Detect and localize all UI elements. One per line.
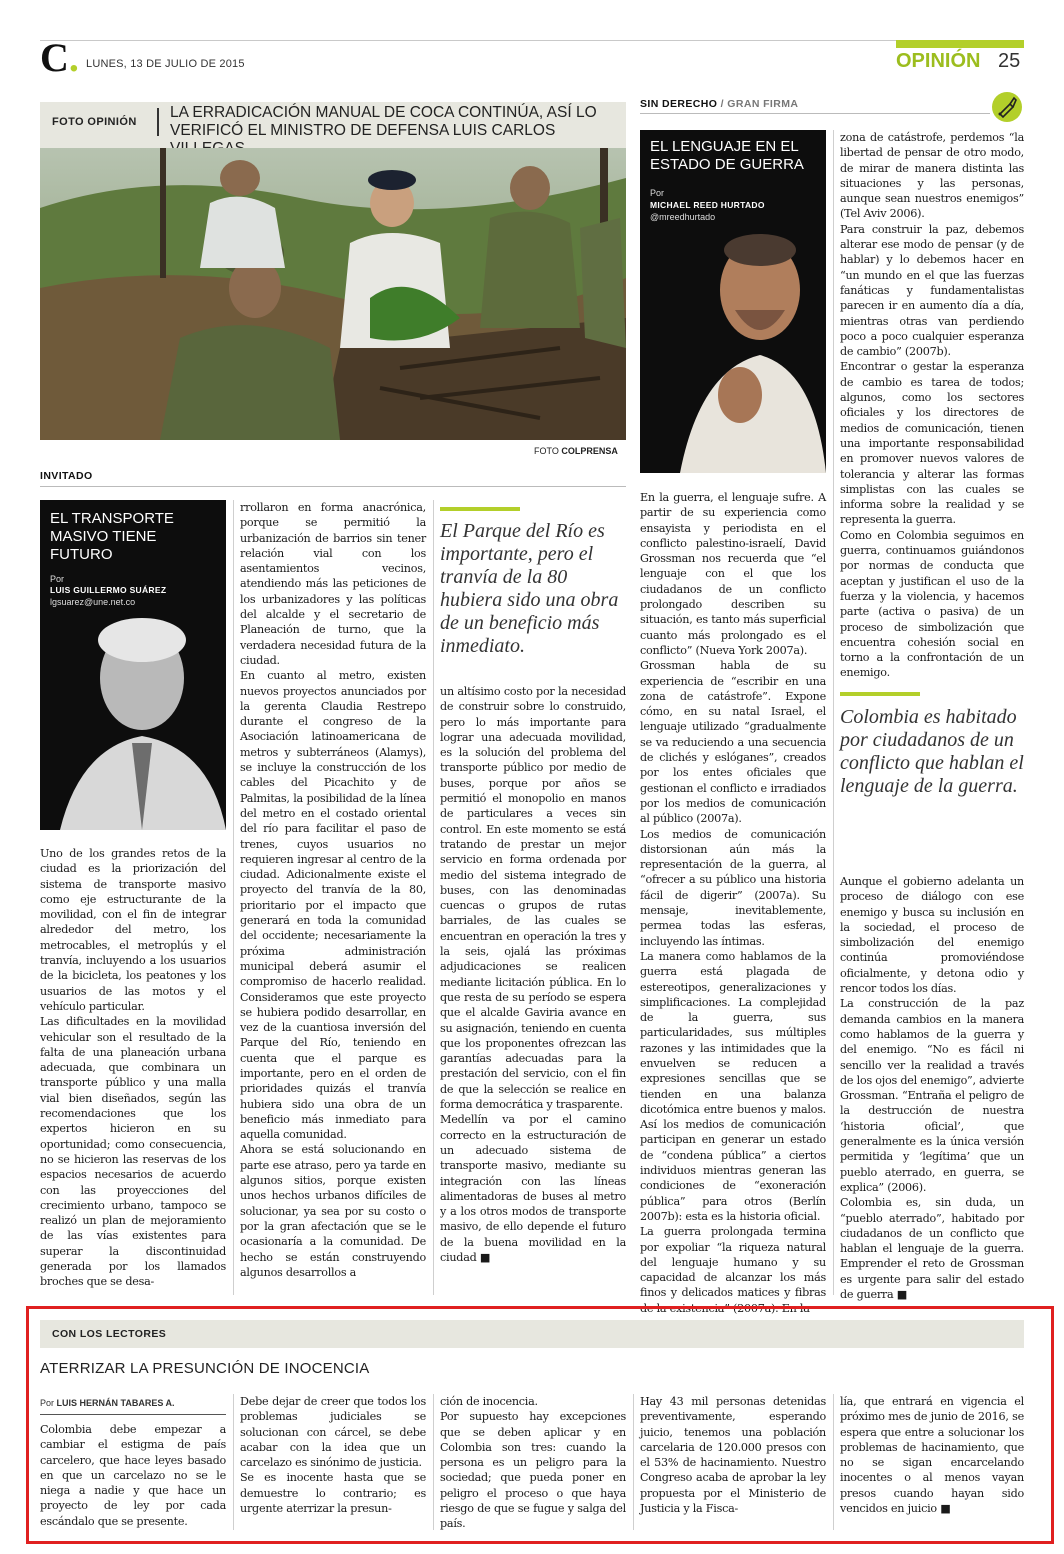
sin-derecho-author-handle: @mreedhurtado bbox=[650, 212, 716, 222]
sin-derecho-kicker: SIN DERECHO / GRAN FIRMA bbox=[640, 98, 799, 110]
con-los-lectores-headline: ATERRIZAR LA PRESUNCIÓN DE INOCENCIA bbox=[40, 1360, 370, 1377]
coca-eradication-photo bbox=[40, 148, 626, 440]
invitado-title: EL TRANSPORTE MASIVO TIENE FUTURO bbox=[50, 510, 174, 563]
sin-derecho-rule bbox=[640, 113, 990, 114]
photo-credit: FOTO COLPRENSA bbox=[534, 446, 618, 456]
pen-nib-icon bbox=[992, 92, 1022, 122]
foto-opinion-headline: LA ERRADICACIÓN MANUAL DE COCA CONTINÚA, ASÍ LO VERIFICÓ EL MINISTRO DE DEFENSA LUIS CARLOS bbox=[170, 104, 597, 139]
lectores-column-4: Hay 43 mil personas detenidas preventivamente, esperando juicio, tenemos una población carcelaria de 120.000 presos con el 53% de hacinamiento. Nuestro Congreso acaba de aprobar la ley propuesta por el Ministerio de Justicia y la Fisca- bbox=[640, 1395, 826, 1516]
foto-opinion-divider bbox=[157, 108, 159, 136]
invitado-rule bbox=[40, 486, 626, 487]
sin-derecho-por: Por bbox=[650, 188, 665, 198]
lectores-column-5: lía, que entrará en vigencia el próximo mes de junio de 2016, se espera que entre a solucionar los problemas de hacinamiento, que no se sigan encarcelando inocentes o al menos vayan presos cuando hayan sido vencidos en juicio ■ bbox=[840, 1395, 1024, 1516]
invitado-author-email: lgsuarez@une.net.co bbox=[50, 597, 136, 607]
byline-rule bbox=[40, 1414, 226, 1415]
sin-derecho-column-1: En la guerra, el lenguaje sufre. A partir de su experiencia como ensayista y periodista en el conflicto palestino-israelí, David Grossman nos recuerda que “el lenguaje con el que los ciudadanos de un conflicto prolongado describen su situación, es tanto más superficial cuanto más prolongado es el conflicto” (Nueva York 2007a). Grossman habla de su experiencia de “escribir en una zona de catástrofe”. Expone cómo, en su natal Israel, el lenguaje utilizado “gradualmente se va reduciendo a una secuencia de clichés y eslóganes”, creados por los entes oficiales que gestionan el conflicto e irradiados por los medios de comunicación al público (2007a). Los medios de comunicación distorsionan aún más la representación de la guerra, al “ofrecer a su público una historia fácil de digerir” (2007a). Su mensaje, inevitablemente, permea todas las esferas, incluyendo las íntimas. La manera como hablamos de la guerra está plagada de estereotipos, generalizaciones y simplificaciones. La complejidad de la guerra, sus particularidades, sus múltiples razones y las intimidades que la envuelven se reducen a expresiones sencillas que se tienden en una balanza dicotómica entre buenos y malos. Así los medios de comunicación participan en generar un estado de “condena pública” a ciertos individuos mientras generan las condiciones de “exoneración pública” para otros (Berlín 2007b): esta es la historia oficial. La guerra prolongada termina por expoliar “la riqueza natural del lenguaje humano y su capacidad de alcanzar los más finos y delicados matices y fibras de la existencia” (2007a). En la bbox=[640, 491, 826, 1315]
section-name: OPINIÓN bbox=[896, 50, 981, 72]
lectores-column-2: Debe dejar de creer que todos los problemas judiciales se solucionan con cárcel, se debe acabar con la idea que un carcelazo es sinónimo de justicia. Se es inocente hasta que se demuestre lo contrario; es urgente aterrizar la presun- bbox=[240, 1395, 426, 1516]
con-los-lectores-header bbox=[40, 1320, 1024, 1348]
sin-derecho-column-2-bottom: Aunque el gobierno adelanta un proceso de diálogo con ese enemigo y busca su inclusión en la sociedad, el proceso de simbolización del enemigo continúa promoviéndose oficialmente, y detona odio y rencor todos los días. La construcción de la paz demanda cambios en la manera como hablamos de la guerra y del enemigo. “No es fácil ni sencillo ver la realidad a través de los ojos del enemigo”, advierte Grossman. “Entraña el peligro de la destrucción de nuestra ‘historia oficial’, que generalmente es la única versión permitida y ‘legítima’ que un pueblo aterrado, en guerra, se explica” (2006). Colombia es, sin duda, un “pueblo aterrado”, habitado por ciudadanos de un conflicto que hablan el lenguaje de la guerra. Emprender el reto de Grossman es urgente para salir del estado de guerra ■ bbox=[840, 875, 1024, 1302]
quote-accent-bar bbox=[840, 692, 920, 696]
lectores-column-1: Colombia debe empezar a cambiar el estigma de país carcelero, que hace leyes basado en que un carcelazo no se le niega a nadie y que hace un proyecto de ley por cada escándalo que se presente. bbox=[40, 1423, 226, 1528]
publication-date: LUNES, 13 DE JULIO DE 2015 bbox=[86, 58, 245, 70]
sin-derecho-author-name: MICHAEL REED HURTADO bbox=[650, 200, 765, 210]
invitado-kicker: INVITADO bbox=[40, 470, 93, 482]
con-los-lectores-label: CON LOS LECTORES bbox=[52, 1328, 167, 1340]
column-divider bbox=[833, 1394, 834, 1530]
column-divider bbox=[633, 1394, 634, 1530]
invitado-column-3: un altísimo costo por la necesidad de construir sobre lo construido, pero lo más importante para lograr una adecuada movilidad, es la solución del problema del transporte público por medio de buses, porque por años se permitió el monopolio en manos de particulares a veces sin control. En este momento se está tratando de prestar un mejor servicio en forma ordenada por medio del sistema integrado de buses, con las denominadas cuencas o grupos de rutas barriales, de las cuales se encuentran en operación la tres y la seis, ojalá las próximas adjudicaciones se realicen mediante licitación pública. En lo que resta de su período se espera que el alcalde Gaviria avance en su asignación, teniendo en cuenta que los proponentes ofrezcan las garantías adecuadas para la prestación del servicio, con el fin de que la selección se realice en forma democrática y trasparente. Medellín va por el camino correcto en la estructuración de un adecuado sistema de transporte masivo, mediante su integración con las líneas alimentadoras de buses al metro y a los otros modos de transporte masivo, de ello depende el futuro de la buena movilidad en la ciudad ■ bbox=[440, 685, 626, 1264]
column-divider bbox=[833, 130, 834, 1295]
top-rule bbox=[40, 40, 1024, 41]
column-divider bbox=[433, 500, 434, 1295]
invitado-author-box bbox=[40, 500, 226, 830]
column-divider bbox=[433, 1394, 434, 1530]
sin-derecho-pull-quote: Colombia es habitado por ciudadanos de un conflicto que hablan el lenguaje de la guerra. bbox=[840, 706, 1024, 797]
page-number: 25 bbox=[998, 50, 1021, 72]
column-divider bbox=[233, 1394, 234, 1530]
invitado-column-2: rrollaron en forma anacrónica, porque se permitió la urbanización de barrios sin tener relación vial con los asentamientos vecinos, atendiendo más las peticiones de los urbanizadores y las políticas del alcalde y el secretario de Planeación de turno, que la verdadera necesidad futura de la ciudad. En cuanto al metro, existen nuevos proyectos anunciados por la gerenta Claudia Restrepo durante el congreso de la Asociación latinoamericana de metros y subterráneos (Alamys), se incluye la construcción de los cables del Picachito y de Palmitas, la posibilidad de la línea del metro en el costado oriental del río para facilitar el paso de trenes, cuyos usuarios no requieren ingresar al centro de la ciudad. Adicionalmente existe el proyecto del tranvía de la 80, prioritario por el impacto que generará en toda la comunidad del occidente; necesariamente la próxima administración municipal deberá asumir el compromiso de hacerlo realidad. Consideramos que este proyecto se hubiera podido desarrollar, en vez de la cuantiosa inversión del Parque del Río, teniendo en cuenta que el parque es importante, pero en el orden de prioridades quizás el tranvía hubiera sido una obra de un beneficio más inmediato para aquella comunidad. Ahora se está solucionando en parte ese atraso, pero ya tarde en algunos sitios, porque existen unos hechos urbanos difíciles de solucionar, ya sea por su costo o por la gran afectación que se le ocasionaría a la comunidad. De hecho se están construyendo algunos desarrollos a bbox=[240, 501, 426, 1279]
sin-derecho-author-photo bbox=[640, 230, 826, 473]
invitado-author-photo bbox=[40, 618, 226, 830]
invitado-por: Por bbox=[50, 574, 65, 584]
sin-derecho-title: EL LENGUAJE EN EL ESTADO DE GUERRA bbox=[650, 138, 804, 173]
invitado-pull-quote: El Parque del Río es importante, pero el tranvía de la 80 hubiera sido una obra de un beneficio más inmediato. bbox=[440, 520, 619, 657]
column-divider bbox=[233, 500, 234, 1295]
foto-opinion-label: FOTO OPINIÓN bbox=[52, 116, 137, 128]
quote-accent-bar bbox=[440, 507, 520, 511]
invitado-column-1: Uno de los grandes retos de la ciudad es la priorización del sistema de transporte masivo como eje estructurante de la movilidad, con el fin de integrar alrededor del metro, los metrocables, el metroplús y el tranvía, incluyendo a los usuarios de la bicicleta, los peatones y los usuarios de las motos y el vehículo particular. Las dificultades en la movilidad vehicular son el resultado de la falta de una planeación urbana adecuada, que combinara un transporte público y una malla vial bien diseñados, según las recomendaciones que los expertos hicieron en su oportunidad; como consecuencia, no se hicieron las reservas de los espacios necesarios de acuerdo con las proyecciones del crecimiento urbano, tampoco se realizó un plan de mejoramiento de las vías existentes para superar la discontinuidad generada por los llamados broches que se desa- bbox=[40, 847, 226, 1289]
sin-derecho-author-box bbox=[640, 130, 826, 473]
sin-derecho-column-2-top: zona de catástrofe, perdemos “la libertad de pensar de otro modo, de mirar de manera distinta las situaciones y las personas, aunque sean nuestros enemigos” (Tel Aviv 2006). Para construir la paz, debemos alterar ese modo de pensar (y de hablar) y lo debemos hacer en “un mundo en el que las fuerzas fanáticas y fundamentalistas parecen ir en aumento día a día, mientras otras van perdiendo poco a poco cualquier esperanza de cambio” (2007b). Encontrar o gestar la esperanza de cambio es tarea de todos; algunos, como los sectores oficiales y los directores de medios de comunicación, tienen una importante responsabilidad en promover nuevos valores de tolerancia y alterar las formas simplistas con las cuales se informa sobre la realidad y se representa la guerra. Como en Colombia seguimos en guerra, continuamos guiándonos por normas de conducta que aceptan y justifican el uso de la fuerza y la violencia, y hacemos parte (activa o pasiva) de un proceso de simbolización que encuentra cohesión social en torno a la confrontación de un enemigo. bbox=[840, 131, 1024, 680]
lectores-column-3: ción de inocencia. Por supuesto hay excepciones que se deben aplicar y en Colombia son tres: cuando la persona es un peligro para la sociedad; que pueda poner en peligro el proceso o que haya riesgo de que se fugue y salga del país. bbox=[440, 1395, 626, 1531]
con-los-lectores-byline: Por LUIS HERNÁN TABARES A. bbox=[40, 1398, 175, 1408]
newspaper-logo: C. bbox=[40, 35, 79, 80]
section-accent-bar bbox=[896, 40, 1024, 48]
invitado-author-name: LUIS GUILLERMO SUÁREZ bbox=[50, 585, 167, 595]
